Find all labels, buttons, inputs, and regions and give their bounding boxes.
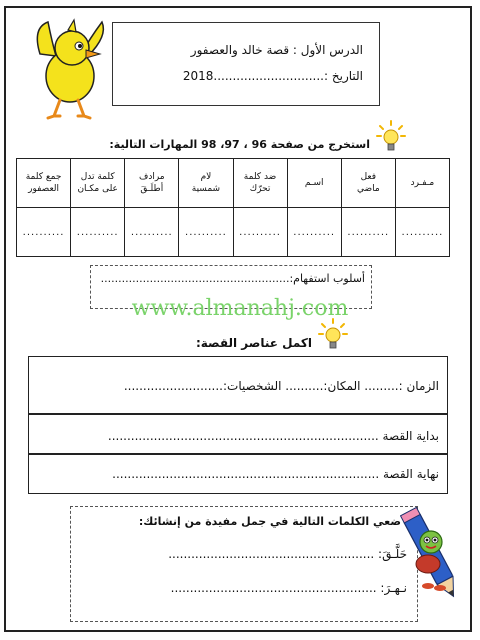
lesson-title-box: [112, 22, 380, 106]
header-antonym: ضد كلمة تحرّك: [233, 159, 287, 208]
story-beginning-line[interactable]: بداية القصة .......................................................................: [107, 429, 439, 443]
lightbulb-icon: [318, 318, 348, 352]
header-noun: اسـم: [287, 159, 341, 208]
answer-cell[interactable]: ..........: [287, 208, 341, 257]
instruction-story-elements: اكمل عناصر القصة:: [195, 336, 312, 350]
answer-cell[interactable]: ..........: [17, 208, 71, 257]
story-setting-line[interactable]: الزمان :......... المكان:.......... الشخصيات:..........................: [123, 379, 439, 393]
header-sun-lam: لام شمسية: [179, 159, 233, 208]
bird-illustration: [30, 16, 110, 126]
watermark: www.almanahj.com: [131, 296, 349, 321]
answer-cell[interactable]: ..........: [341, 208, 395, 257]
header-singular: مـفـرد: [395, 159, 449, 208]
answer-cell[interactable]: ..........: [179, 208, 233, 257]
answer-cell[interactable]: ..........: [71, 208, 125, 257]
instruction-extract: استخرج من صفحة 96 ، 97، 98 المهارات التالية:: [109, 138, 370, 151]
answer-cell[interactable]: ..........: [233, 208, 287, 257]
header-plural: جمع كلمة العصفور: [17, 159, 71, 208]
sentences-box: [70, 506, 418, 622]
question-style-line[interactable]: أسلوب استفهام:......................................................: [100, 272, 365, 285]
date-line: التاريخ :.............................2018: [182, 69, 363, 83]
pencil-character-illustration: [400, 498, 462, 610]
sentence-line-2[interactable]: نـهـرَ: ......................................................: [170, 581, 407, 595]
sentences-heading: ضعي الكلمات التالية في جمل مفيدة من إنشائك:: [138, 515, 401, 528]
answer-cell[interactable]: ..........: [125, 208, 179, 257]
sentence-line-1[interactable]: حَلَّـقَ: ......................................................: [168, 547, 407, 561]
story-ending-line[interactable]: نهاية القصة ......................................................................: [112, 467, 439, 481]
lightbulb-icon: [376, 120, 406, 154]
header-synonym: مرادف أطلَـقَ: [125, 159, 179, 208]
story-setting-box: [28, 356, 448, 414]
header-place-word: كلمة تدل على مكـان: [71, 159, 125, 208]
story-beginning-box: [28, 414, 448, 454]
answer-cell[interactable]: ..........: [395, 208, 449, 257]
lesson-title: الدرس الأول : قصة خالد والعصفور: [190, 43, 363, 57]
header-past-verb: فعل ماضي: [341, 159, 395, 208]
skills-table: [16, 158, 450, 257]
story-ending-box: [28, 454, 448, 494]
